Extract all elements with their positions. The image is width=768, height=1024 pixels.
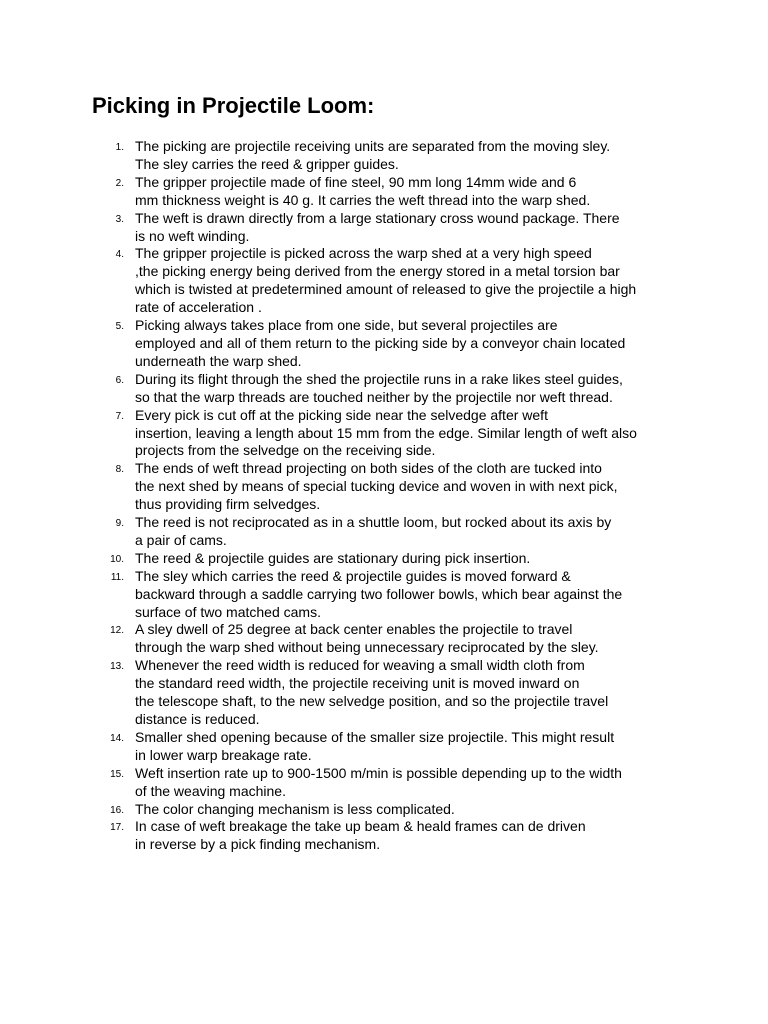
text-line: projects from the selvedge on the receiving side. — [135, 442, 436, 459]
list-item-text — [135, 174, 768, 210]
text-line: in lower warp breakage rate. — [135, 746, 312, 763]
list-item — [0, 174, 768, 210]
text-line: The sley which carries the reed & projectile guides is moved forward & — [135, 567, 571, 584]
list-item — [0, 801, 768, 819]
text-line: ,the picking energy being derived from the energy stored in a metal torsion bar — [135, 263, 620, 280]
list-item — [0, 568, 768, 622]
list-item-text — [135, 210, 768, 246]
list-item-number: 5. — [115, 321, 124, 333]
list-item-text — [135, 729, 768, 765]
text-line: During its flight through the shed the projectile runs in a rake likes steel guides, — [135, 370, 623, 387]
text-line: Weft insertion rate up to 900-1500 m/min is possible depending up to the width — [135, 764, 622, 781]
text-line: mm thickness weight is 40 g. It carries the weft thread into the warp shed. — [135, 191, 591, 208]
list-item-text — [135, 407, 768, 461]
list-item-text — [135, 317, 768, 371]
list-item-number: 16. — [110, 804, 124, 816]
list-item-text — [135, 818, 768, 854]
list-item-number: 1. — [115, 142, 124, 153]
text-line: The color changing mechanism is less complicated. — [135, 800, 455, 817]
text-line: A sley dwell of 25 degree at back center enables the projectile to travel — [135, 621, 573, 638]
list-item — [0, 407, 768, 461]
text-line: of the weaving machine. — [135, 782, 286, 799]
text-line: The reed & projectile guides are stationary during pick insertion. — [135, 549, 531, 566]
list-item — [0, 818, 768, 854]
text-line: in reverse by a pick finding mechanism. — [135, 836, 381, 853]
list-item-text — [135, 568, 768, 622]
list-item-number: 14. — [110, 732, 124, 744]
text-line: employed and all of them return to the picking side by a conveyor chain located — [135, 334, 626, 351]
text-line: the next shed by means of special tucking device and woven in with next pick, — [135, 478, 618, 495]
text-line: The gripper projectile made of fine steel, 90 mm long 14mm wide and 6 — [135, 173, 577, 190]
text-line: Whenever the reed width is reduced for weaving a small width cloth from — [135, 657, 585, 674]
list-item-text — [135, 138, 768, 174]
list-item — [0, 621, 768, 657]
list-item-number: 3. — [115, 213, 124, 225]
text-line: which is twisted at predetermined amount of released to give the projectile a high — [135, 281, 637, 298]
list-item-text — [135, 550, 768, 568]
text-line: The sley carries the reed & gripper guides. — [135, 155, 399, 172]
list-item — [0, 138, 768, 174]
list-item — [0, 514, 768, 550]
list-item-number: 15. — [110, 768, 124, 780]
text-line: backward through a saddle carrying two follower bowls, which bear against the — [135, 585, 623, 602]
list-item — [0, 657, 768, 729]
list-item-text — [135, 657, 768, 729]
text-line: the standard reed width, the projectile receiving unit is moved inward on — [135, 675, 580, 692]
text-line: insertion, leaving a length about 15 mm from the edge. Similar length of weft also — [135, 424, 637, 441]
list-item-number: 10. — [110, 553, 124, 565]
list-item-number: 6. — [115, 374, 124, 386]
list-item-number: 17. — [110, 822, 124, 834]
text-line: thus providing firm selvedges. — [135, 496, 321, 513]
text-line: the telescope shaft, to the new selvedge position, and so the projectile travel — [135, 693, 609, 710]
text-line: a pair of cams. — [135, 531, 227, 548]
list-item-number: 8. — [115, 464, 124, 476]
list-item-number: 13. — [110, 661, 124, 673]
text-line: is no weft winding. — [135, 227, 250, 244]
text-line: The ends of weft thread projecting on both sides of the cloth are tucked into — [135, 460, 602, 477]
list-item — [0, 729, 768, 765]
list-item-text — [135, 371, 768, 407]
list-item-text — [135, 621, 768, 657]
numbered-list — [0, 138, 768, 854]
text-line: underneath the warp shed. — [135, 352, 302, 369]
text-line: The weft is drawn directly from a large stationary cross wound package. There — [135, 209, 620, 226]
list-item — [0, 371, 768, 407]
text-line: so that the warp threads are touched neither by the projectile nor weft thread. — [135, 388, 613, 405]
list-item-number: 4. — [115, 249, 124, 261]
text-line: Every pick is cut off at the picking side near the selvedge after weft — [135, 406, 548, 423]
text-line: The picking are projectile receiving units are separated from the moving sley. — [135, 138, 611, 154]
text-line: surface of two matched cams. — [135, 603, 321, 620]
list-item-number: 2. — [115, 177, 124, 189]
text-line: Picking always takes place from one side, but several projectiles are — [135, 317, 558, 334]
page-title: Picking in Projectile Loom: — [92, 93, 375, 118]
list-item — [0, 460, 768, 514]
text-line: The gripper projectile is picked across the warp shed at a very high speed — [135, 245, 592, 262]
list-item — [0, 245, 768, 317]
list-item-text — [135, 801, 768, 819]
list-item-number: 12. — [110, 625, 124, 637]
list-item-text — [135, 765, 768, 801]
text-line: Smaller shed opening because of the smaller size projectile. This might result — [135, 728, 615, 745]
text-line: through the warp shed without being unnecessary reciprocated by the sley. — [135, 639, 599, 656]
list-item — [0, 317, 768, 371]
list-item — [0, 765, 768, 801]
text-line: The reed is not reciprocated as in a shuttle loom, but rocked about its axis by — [135, 514, 612, 531]
text-line: distance is reduced. — [135, 711, 260, 727]
text-line: rate of acceleration . — [135, 299, 262, 316]
list-item-number: 11. — [110, 571, 124, 583]
list-item-text — [135, 245, 768, 317]
list-item-number: 7. — [115, 410, 124, 422]
list-item — [0, 210, 768, 246]
text-line: In case of weft breakage the take up beam & heald frames can de driven — [135, 818, 586, 835]
list-item — [0, 550, 768, 568]
list-item-text — [135, 514, 768, 550]
list-item-text — [135, 460, 768, 514]
list-item-number: 9. — [115, 518, 124, 530]
